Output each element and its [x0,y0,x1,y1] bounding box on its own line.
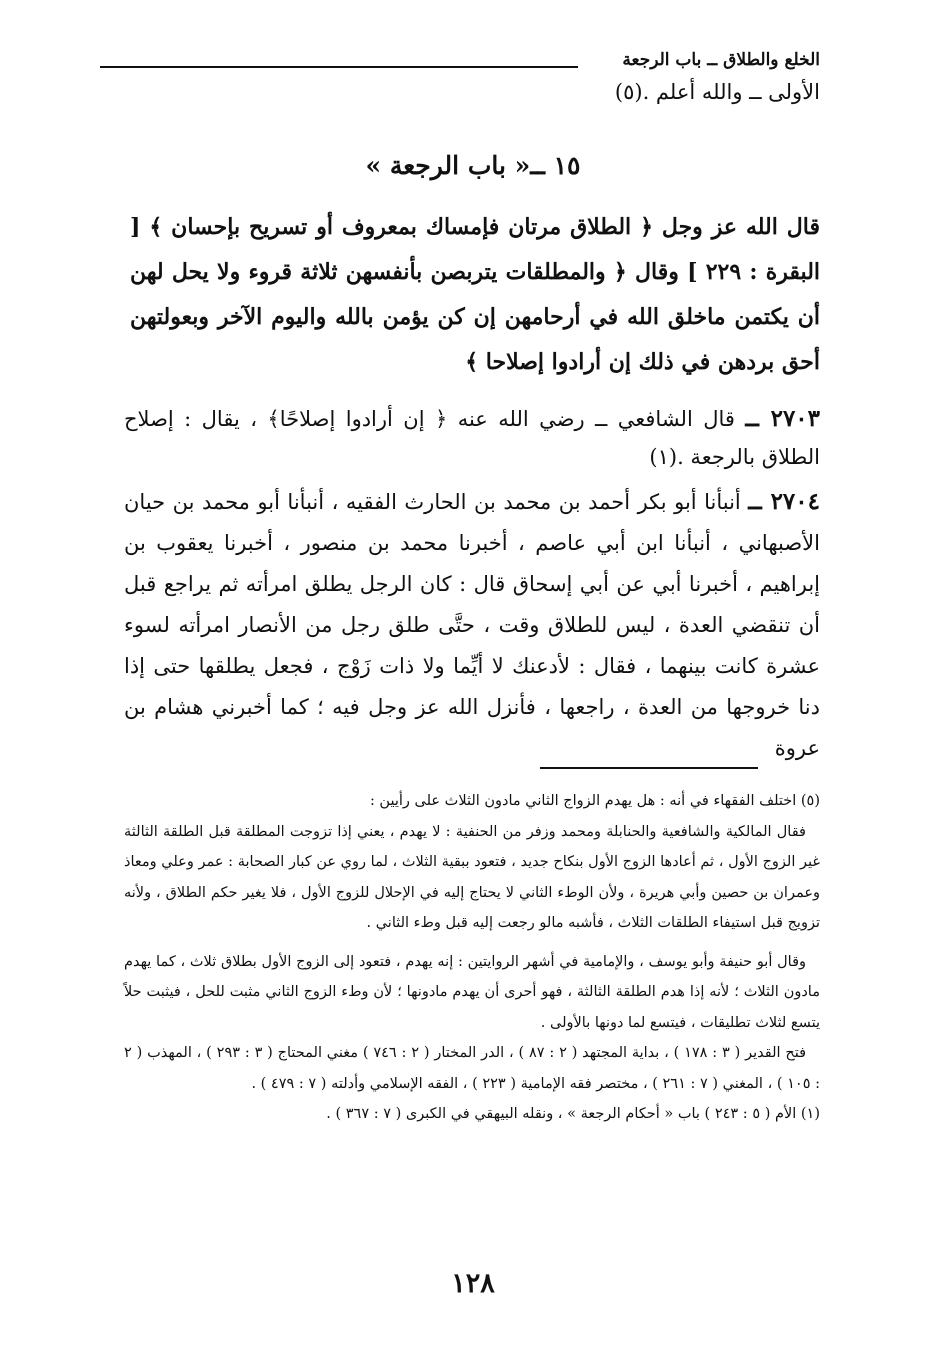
hadith-number: ٢٧٠٣ ــ [745,405,821,432]
quran-verses-paragraph: قال الله عز وجل ﴿ الطلاق مرتان فإمساك بمعروف أو تسريح بإحسان ﴾ [ البقرة : ٢٢٩ ] وقال ﴿ والمطلقات يتربصن بأنفسهن ثلاثة قروء ولا يحل لهن أن يكتمن ماخلق الله في أرحامهن إن كن يؤمن بالله واليوم الآخر وبعولتهن أحق بردهن في ذلك إن أرادوا إصلاحا ﴾ [130,214,821,375]
hadith-text: أنبأنا أبو بكر أحمد بن محمد بن الحارث الفقيه ، أنبأنا أبو محمد بن حيان الأصبهاني ، أنبأنا ابن أبي عاصم ، أخبرنا محمد بن منصور ، أخبرنا يعقوب بن إبراهيم ، أخبرنا أبي عن أبي إسحاق قال : كان الرجل يطلق امرأته ثم يراجع قبل أن تنقضي العدة ، ليس للطلاق وقت ، حتَّى طلق رجل من الأنصار امرأته لسوء عشرة كانت بينهما ، فقال : لأدعنك لا أيِّما ولا ذات زَوْج ، فجعل يطلقها حتى إذا دنا خروجها من العدة ، راجعها ، فأنزل الله عز وجل فيه ؛ كما أخبرني هشام بن عروة [124,490,821,760]
hadith-2703 [124,400,820,476]
header-rule [100,66,578,68]
hadith-number: ٢٧٠٤ ــ [748,488,820,515]
page-number: ١٢٨ [451,1268,495,1299]
hadith-2704 [124,481,820,769]
footnote-1: (١) الأم ( ٥ : ٢٤٣ ) باب « أحكام الرجعة » ، ونقله البيهقي في الكبرى ( ٧ : ٣٦٧ ) . [326,1106,820,1122]
chapter-title: ١٥ ــ« باب الرجعة » [365,151,581,180]
footnotes [124,786,820,1130]
footnote-5-opinion-1: فقال المالكية والشافعية والحنابلة ومحمد وزفر من الحنفية : لا يهدم ، يعني إذا تزوجت المطلقة قبل الطلقة الثالثة غير الزوج الأول ، ثم أعادها الزوج الأول بنكاح جديد ، فتعود ببقية الثلاث ، لما روي عن كبار الصحابة : عمر وعلي ومعاذ وعمران بن حصين وأبي هريرة ، ولأن الوطء الثاني لا يحتاج إليه في الإحلال للزوج الأول ، فلا يغير حكم الطلاق ، ولأنه تزويج قبل استيفاء الطلقات الثلاث ، فأشبه مالو رجعت إليه قبل وطء الثاني . [124,823,820,931]
hadith-text: قال الشافعي ــ رضي الله عنه ﴿ إن أرادوا إصلاحًا﴾ ، يقال : إصلاح الطلاق بالرجعة .(١) [124,407,820,469]
header-continuation-text: الأولى ــ والله أعلم .(٥) [614,80,820,104]
footnote-5-intro: (٥) اختلف الفقهاء في أنه : هل يهدم الزواج الثاني مادون الثلاث على رأيين : [369,793,820,809]
footnote-separator [540,767,758,769]
footnote-5-opinion-2: وقال أبو حنيفة وأبو يوسف ، والإمامية في أشهر الروايتين : إنه يهدم ، فتعود إلى الزوج الأول بطلاق ثلاث ، كما يهدم مادون الثلاث ؛ لأنه إذا هدم الطلقة الثالثة ، فهو أحرى أن يهدم مادونها ؛ لأن وطء الزوج الثاني مثبت للحل ، فيثبت حلاً يتسع لثلاث تطليقات ، فيتسع لما دونها بالأولى . [124,953,820,1031]
running-header-title: الخلع والطلاق ــ باب الرجعة [622,50,820,70]
footnote-5-references: فتح القدير ( ٣ : ١٧٨ ) ، بداية المجتهد ( ٢ : ٨٧ ) ، الدر المختار ( ٢ : ٧٤٦ ) مغني المحتاج ( ٣ : ٢٩٣ ) ، المهذب ( ٢ : ١٠٥ ) ، المغني ( ٧ : ٢٦١ ) ، مختصر فقه الإمامية ( ٢٢٣ ) ، الفقه الإسلامي وأدلته ( ٧ : ٤٧٩ ) . [124,1045,820,1092]
